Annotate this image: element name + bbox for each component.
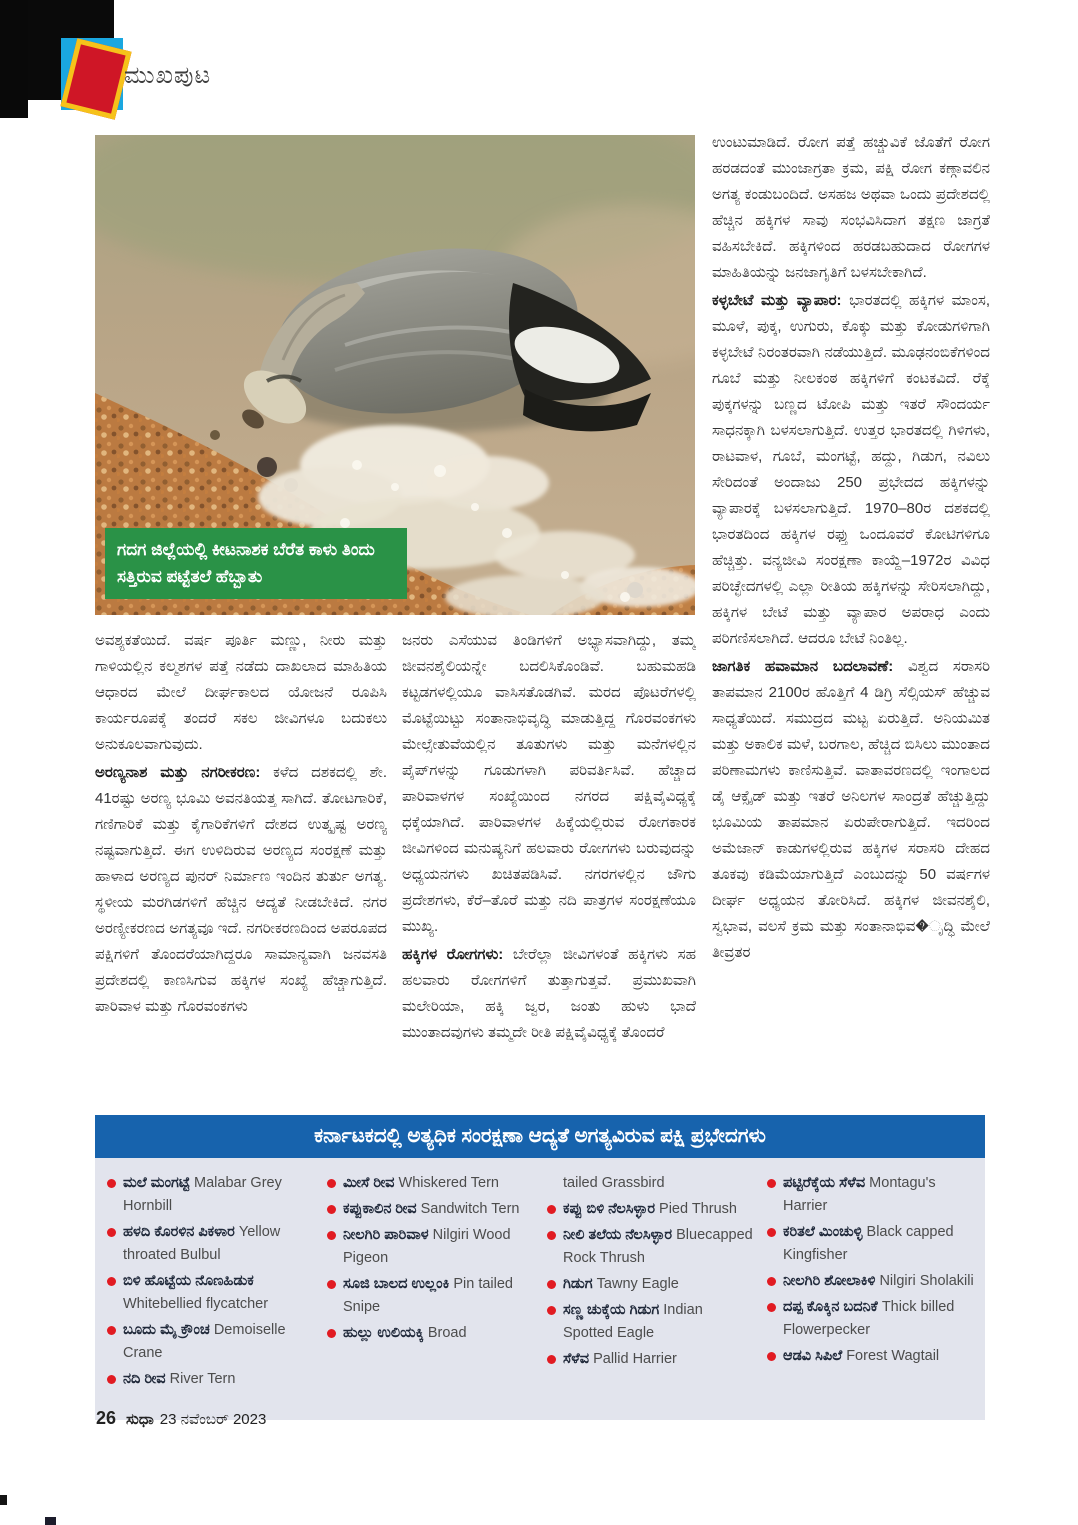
species-item: ಆಡವಿ ಸಿಪಿಲೆ Forest Wagtail [765,1345,975,1368]
species-item: ಸೂಜಿ ಬಾಲದ ಉಲ್ಲಂಕಿ Pin tailed Snipe [325,1273,535,1319]
species-item: ಪಟ್ಟಿರೆಕ್ಕೆಯ ಸೆಳೆವ Montagu's Harrier [765,1172,975,1218]
paragraph [712,130,990,286]
species-item: ಮಲೆ ಮಂಗಟ್ಟೆ Malabar Grey Hornbill [105,1172,315,1218]
bullet-icon [767,1179,776,1188]
bullet-icon [107,1375,116,1384]
section-label: ಮುಖಪುಟ [124,62,212,89]
bullet-icon [767,1352,776,1361]
paragraph-lead: ಅರಣ್ಯನಾಶ ಮತ್ತು ನಗರೀಕರಣ: [95,764,261,781]
bullet-icon [547,1205,556,1214]
bullet-icon [327,1205,336,1214]
species-item: ದಪ್ಪ ಕೊಕ್ಕಿನ ಬದನಿಕೆ Thick billed Flowerpecker [765,1296,975,1342]
paragraph [712,288,990,652]
species-item: ನೀಲಗಿರಿ ಪಾರಿವಾಳ Nilgiri Wood Pigeon [325,1224,535,1270]
paragraph-text: ಬೇರೆಲ್ಲಾ ಜೀವಿಗಳಂತೆ ಹಕ್ಕಿಗಳು ಸಹ ಹಲವಾರು ರೋಗಗಳಿಗೆ ತುತ್ತಾಗುತ್ತವೆ. ಪ್ರಮುಖವಾಗಿ ಮಲೇರಿಯಾ, ಹಕ್ಕಿ ಜ್ವರ, ಜಂತು ಹುಳು ಭಾದೆ ಮುಂತಾದವುಗಳು ತಮ್ಮದೇ ರೀತಿ ಪಕ್ಷಿವೈವಿಧ್ಯಕ್ಕೆ ತೊಂದರೆ [402,946,696,1041]
species-item: ಹಳದಿ ಕೊರಳಿನ ಪಿಕಳಾರ Yellow throated Bulbul [105,1221,315,1267]
article-column-left [95,628,387,1098]
bullet-icon [547,1355,556,1364]
paragraph-lead: ಹಕ್ಕಿಗಳ ರೋಗಗಳು: [402,946,504,963]
species-item: ನೀಲಿ ತಲೆಯ ನೆಲಸಿಳ್ಳಾರ Bluecapped Rock Thrush [545,1224,755,1270]
paragraph-text: ಭಾರತದಲ್ಲಿ ಹಕ್ಕಿಗಳ ಮಾಂಸ, ಮೂಳೆ, ಪುಕ್ಕ, ಉಗುರು, ಕೊಕ್ಕು ಮತ್ತು ಕೋಡುಗಳಿಗಾಗಿ ಕಳ್ಳಬೇಟೆ ನಿರಂತರವಾಗಿ ನಡೆಯುತ್ತಿದೆ. ಮೂಢನಂಬಿಕೆಗಳಿಂದ ಗೂಬೆ ಮತ್ತು ನೀಲಕಂಠ ಹಕ್ಕಿಗಳಿಗೆ ಕಂಟಕವಿದೆ. ರೆಕ್ಕೆ ಪುಕ್ಕಗಳನ್ನು ಬಣ್ಣದ ಟೋಪಿ ಮತ್ತು ಇತರೆ ಸೌಂದರ್ಯ ಸಾಧನಕ್ಕಾಗಿ ಬಳಸಲಾಗುತ್ತಿದೆ. ಉತ್ತರ ಭಾರತದಲ್ಲಿ ಗಿಳಿಗಳು, ರಾಟವಾಳ, ಗೂಬೆ, ಮಂಗಟ್ಟೆ, ಹದ್ದು, ಗಿಡುಗ, ನವಿಲು ಸೇರಿದಂತೆ ಅಂದಾಜು 250 ಪ್ರಭೇದದ ಹಕ್ಕಿಗಳನ್ನು ವ್ಯಾಪಾರಕ್ಕೆ ಬಳಸಲಾಗುತ್ತಿದೆ. 1970–80ರ ದಶಕದಲ್ಲಿ ಭಾರತದಿಂದ ಹಕ್ಕಿಗಳ ರಫ್ತು ಒಂದೂವರೆ ಕೋಟಿಗಳಿಗೂ ಹೆಚ್ಚಿತ್ತು. ವನ್ಯಜೀವಿ ಸಂರಕ್ಷಣಾ ಕಾಯ್ದೆ–1972ರ ವಿವಿಧ ಪರಿಚ್ಛೇದಗಳಲ್ಲಿ ಎಲ್ಲಾ ರೀತಿಯ ಹಕ್ಕಿಗಳನ್ನು ಸೇರಿಸಲಾಗಿದ್ದು, ಹಕ್ಕಿಗಳ ಬೇಟೆ ಮತ್ತು ವ್ಯಾಪಾರ ಅಪರಾಧ ಎಂದು ಪರಿಗಣಿಸಲಾಗಿದೆ. ಆದರೂ ಬೇಟೆ ನಿಂತಿಲ್ಲ. [712,292,990,647]
species-table [95,1115,985,1420]
article-column-middle [402,628,696,1098]
print-registration-mark [0,1495,7,1505]
bullet-icon [107,1228,116,1237]
paragraph [712,654,990,966]
page-number: 26 [96,1408,117,1428]
species-column-3 [545,1172,755,1402]
bullet-icon [107,1277,116,1286]
bullet-icon [327,1280,336,1289]
bullet-icon [547,1306,556,1315]
bullet-icon [767,1277,776,1286]
species-item: ಹುಲ್ಲು ಉಲಿಯಕ್ಕಿ Broad [325,1322,535,1345]
species-item: ಸಣ್ಣ ಚುಕ್ಕೆಯ ಗಿಡುಗ Indian Spotted Eagle [545,1299,755,1345]
paragraph-text: ಜನರು ಎಸೆಯುವ ತಿಂಡಿಗಳಿಗೆ ಅಭ್ಯಾಸವಾಗಿದ್ದು, ತಮ್ಮ ಜೀವನಶೈಲಿಯನ್ನೇ ಬದಲಿಸಿಕೊಂಡಿವೆ. ಬಹುಮಹಡಿ ಕಟ್ಟಡಗಳಲ್ಲಿಯೂ ವಾಸಿಸತೊಡಗಿವೆ. ಮರದ ಪೊಟರೆಗಳಲ್ಲಿ ಮೊಟ್ಟೆಯಿಟ್ಟು ಸಂತಾನಾಭಿವೃದ್ಧಿ ಮಾಡುತ್ತಿದ್ದ ಗೊರವಂಕಗಳು ಮೇಲ್ಸೇತುವೆಯಲ್ಲಿನ ತೂತುಗಳು ಮತ್ತು ಮನೆಗಳಲ್ಲಿನ ಪೈಪ್‌ಗಳನ್ನು ಗೂಡುಗಳಾಗಿ ಪರಿವರ್ತಿಸಿವೆ. ಹೆಚ್ಚಾದ ಪಾರಿವಾಳಗಳ ಸಂಖ್ಯೆಯಿಂದ ನಗರದ ಪಕ್ಷಿವೈವಿಧ್ಯಕ್ಕೆ ಧಕ್ಕೆಯಾಗಿದೆ. ಪಾರಿವಾಳಗಳ ಹಿಕ್ಕೆಯಲ್ಲಿರುವ ರೋಗಕಾರಕ ಜೀವಿಗಳಿಂದ ಮನುಷ್ಯನಿಗೆ ಹಲವಾರು ರೋಗಗಳು ಬರುವುದನ್ನು ಅಧ್ಯಯನಗಳು ಖಚಿತಪಡಿಸಿವೆ. ನಗರಗಳಲ್ಲಿನ ಜೌಗು ಪ್ರದೇಶಗಳು, ಕೆರೆ–ತೊರೆ ಮತ್ತು ನದಿ ಪಾತ್ರಗಳ ಸಂರಕ್ಷಣೆಯೂ ಮುಖ್ಯ. [402,632,696,935]
bullet-icon [107,1179,116,1188]
paragraph [95,760,387,1020]
paragraph-text: ಕಳೆದ ದಶಕದಲ್ಲಿ ಶೇ. 41ರಷ್ಟು ಅರಣ್ಯ ಭೂಮಿ ಅವನತಿಯತ್ತ ಸಾಗಿದೆ. ತೋಟಗಾರಿಕೆ, ಗಣಿಗಾರಿಕೆ ಮತ್ತು ಕೈಗಾರಿಕೆಗಳಿಗೆ ದೇಶದ ಉತ್ಕೃಷ್ಟ ಅರಣ್ಯ ನಷ್ಟವಾಗುತ್ತಿದೆ. ಈಗ ಉಳಿದಿರುವ ಅರಣ್ಯದ ಸಂರಕ್ಷಣೆ ಮತ್ತು ಹಾಳಾದ ಅರಣ್ಯದ ಪುನರ್ ನಿರ್ಮಾಣ ಇಂದಿನ ತುರ್ತು ಅಗತ್ಯ. ಸ್ಥಳೀಯ ಮರಗಿಡಗಳಿಗೆ ಹೆಚ್ಚಿನ ಆದ್ಯತೆ ನೀಡಬೇಕಿದೆ. ನಗರ ಅರಣ್ಯೀಕರಣದ ಅಗತ್ಯವೂ ಇದೆ. ನಗರೀಕರಣದಿಂದ ಅಪರೂಪದ ಪಕ್ಷಿಗಳಿಗೆ ತೊಂದರೆಯಾಗಿದ್ದರೂ ಸಾಮಾನ್ಯವಾಗಿ ಜನವಸತಿ ಪ್ರದೇಶದಲ್ಲಿ ಕಾಣಸಿಗುವ ಹಕ್ಕಿಗಳ ಸಂಖ್ಯೆ ಹೆಚ್ಚಾಗುತ್ತಿದೆ. ಪಾರಿವಾಳ ಮತ್ತು ಗೊರವಂಕಗಳು [95,764,387,1015]
bullet-icon [767,1303,776,1312]
magazine-logo [28,0,114,100]
species-item: ಬಿಳಿ ಹೊಟ್ಟೆಯ ನೊಣಹಿಡುಕ Whitebellied flycatcher [105,1270,315,1316]
bullet-icon [327,1329,336,1338]
species-item: ನೀಲಗಿರಿ ಶೋಲಾಕಿಳಿ Nilgiri Sholakili [765,1270,975,1293]
bullet-icon [327,1179,336,1188]
species-item: ಸೆಳೆವ Pallid Harrier [545,1348,755,1371]
species-item: ಕಪ್ಪು ಬಿಳಿ ನೆಲಸಿಳ್ಳಾರ Pied Thrush [545,1198,755,1221]
bullet-icon [547,1231,556,1240]
paragraph-lead: ಜಾಗತಿಕ ಹವಾಮಾನ ಬದಲಾವಣೆ: [712,658,894,675]
species-item: ಮೀಸೆ ರೀವ Whiskered Tern [325,1172,535,1195]
species-item-continuation: tailed Grassbird [563,1175,665,1191]
bullet-icon [327,1231,336,1240]
species-column-2 [325,1172,535,1402]
species-item: ಗಿಡುಗ Tawny Eagle [545,1273,755,1296]
bullet-icon [107,1326,116,1335]
species-column-1 [105,1172,315,1402]
paragraph-text: ಉಂಟುಮಾಡಿದೆ. ರೋಗ ಪತ್ತೆ ಹಚ್ಚುವಿಕೆ ಜೊತೆಗೆ ರೋಗ ಹರಡದಂತೆ ಮುಂಜಾಗ್ರತಾ ಕ್ರಮ, ಪಕ್ಷಿ ರೋಗ ಕಣ್ಗಾವಲಿನ ಅಗತ್ಯ ಕಂಡುಬಂದಿದೆ. ಅಸಹಜ ಅಥವಾ ಒಂದು ಪ್ರದೇಶದಲ್ಲಿ ಹೆಚ್ಚಿನ ಹಕ್ಕಿಗಳ ಸಾವು ಸಂಭವಿಸಿದಾಗ ತಕ್ಷಣ ಜಾಗ್ರತೆ ವಹಿಸಬೇಕಿದೆ. ಹಕ್ಕಿಗಳಿಂದ ಹರಡಬಹುದಾದ ರೋಗಗಳ ಮಾಹಿತಿಯನ್ನು ಜನಜಾಗೃತಿಗೆ ಬಳಸಬೇಕಾಗಿದೆ. [712,134,990,281]
species-table-body [95,1158,985,1420]
species-table-title: ಕರ್ನಾಟಕದಲ್ಲಿ ಅತ್ಯಧಿಕ ಸಂರಕ್ಷಣಾ ಆದ್ಯತೆ ಅಗತ್ಯವಿರುವ ಪಕ್ಷಿ ಪ್ರಭೇದಗಳು [95,1115,985,1158]
paragraph-text: ಅವಶ್ಯಕತೆಯಿದೆ. ವರ್ಷ ಪೂರ್ತಿ ಮಣ್ಣು, ನೀರು ಮತ್ತು ಗಾಳಿಯಲ್ಲಿನ ಕಲ್ಮಶಗಳ ಪತ್ತೆ ನಡೆದು ದಾಖಲಾದ ಮಾಹಿತಿಯ ಆಧಾರದ ಮೇಲೆ ದೀರ್ಘಕಾಲದ ಯೋಜನೆ ರೂಪಿಸಿ ಕಾರ್ಯರೂಪಕ್ಕೆ ತಂದರೆ ಸಕಲ ಜೀವಿಗಳೂ ಬದುಕಲು ಅನುಕೂಲವಾಗುವುದು. [95,632,387,753]
species-item: ಕಪ್ಪುಕಾಲಿನ ರೀವ Sandwitch Tern [325,1198,535,1221]
paragraph [402,628,696,940]
species-item: ಬೂದು ಮೈ ಕ್ರೌಂಚ Demoiselle Crane [105,1319,315,1365]
paragraph [95,628,387,758]
bullet-icon [767,1228,776,1237]
paragraph-text: ವಿಶ್ವದ ಸರಾಸರಿ ತಾಪಮಾನ 2100ರ ಹೊತ್ತಿಗೆ 4 ಡಿಗ್ರಿ ಸೆಲ್ಸಿಯಸ್ ಹೆಚ್ಚುವ ಸಾಧ್ಯತೆಯಿದೆ. ಸಮುದ್ರದ ಮಟ್ಟ ಏರುತ್ತಿದೆ. ಅನಿಯಮಿತ ಮತ್ತು ಅಕಾಲಿಕ ಮಳೆ, ಬರಗಾಲ, ಹೆಚ್ಚಿದ ಬಿಸಿಲು ಮುಂತಾದ ಪರಿಣಾಮಗಳು ಕಾಣಿಸುತ್ತಿವೆ. ವಾತಾವರಣದಲ್ಲಿ ಇಂಗಾಲದ ಡೈ ಆಕ್ಸೈಡ್ ಮತ್ತು ಇತರೆ ಅನಿಲಗಳ ಸಾಂದ್ರತೆ ಹೆಚ್ಚುತ್ತಿದ್ದು ಭೂಮಿಯ ತಾಪಮಾನ ಏರುಪೇರಾಗುತ್ತಿದೆ. ಇದರಿಂದ ಅಮೆಜಾನ್ ಕಾಡುಗಳಲ್ಲಿರುವ ಹಕ್ಕಿಗಳ ಸರಾಸರಿ ದೇಹದ ತೂಕವು ಕಡಿಮೆಯಾಗುತ್ತಿದೆ ಎಂಬುದನ್ನು 50 ವರ್ಷಗಳ ದೀರ್ಘ ಅಧ್ಯಯನ ತೋರಿಸಿದೆ. ಹಕ್ಕಿಗಳ ಜೀವನಶೈಲಿ, ಸ್ವಭಾವ, ವಲಸೆ ಕ್ರಮ ಮತ್ತು ಸಂತಾನಾಭಿವ�ೃದ್ಧಿ ಮೇಲೆ ತೀವ್ರತರ [712,658,990,961]
print-registration-mark [45,1517,56,1525]
species-column-4 [765,1172,975,1402]
photo-caption: ಗದಗ ಜಿಲ್ಲೆಯಲ್ಲಿ ಕೀಟನಾಶಕ ಬೆರೆತ ಕಾಳು ತಿಂದು ಸತ್ತಿರುವ ಪಟ್ಟೆತಲೆ ಹೆಬ್ಬಾತು [105,528,407,599]
bullet-icon [547,1280,556,1289]
issue-date: 23 ನವೆಂಬರ್ 2023 [159,1411,267,1428]
article-column-right [712,130,990,1092]
paragraph [402,942,696,1046]
page-footer [96,1408,266,1429]
magazine-name: ಸುಧಾ [126,1411,154,1428]
species-item: ನದಿ ರೀವ River Tern [105,1368,315,1391]
page-edge-strip [0,0,28,118]
species-item: ಕರಿತಲೆ ಮಿಂಚುಳ್ಳಿ Black capped Kingfisher [765,1221,975,1267]
article-photo [95,135,695,615]
paragraph-lead: ಕಳ್ಳಬೇಟೆ ಮತ್ತು ವ್ಯಾಪಾರ: [712,292,842,309]
